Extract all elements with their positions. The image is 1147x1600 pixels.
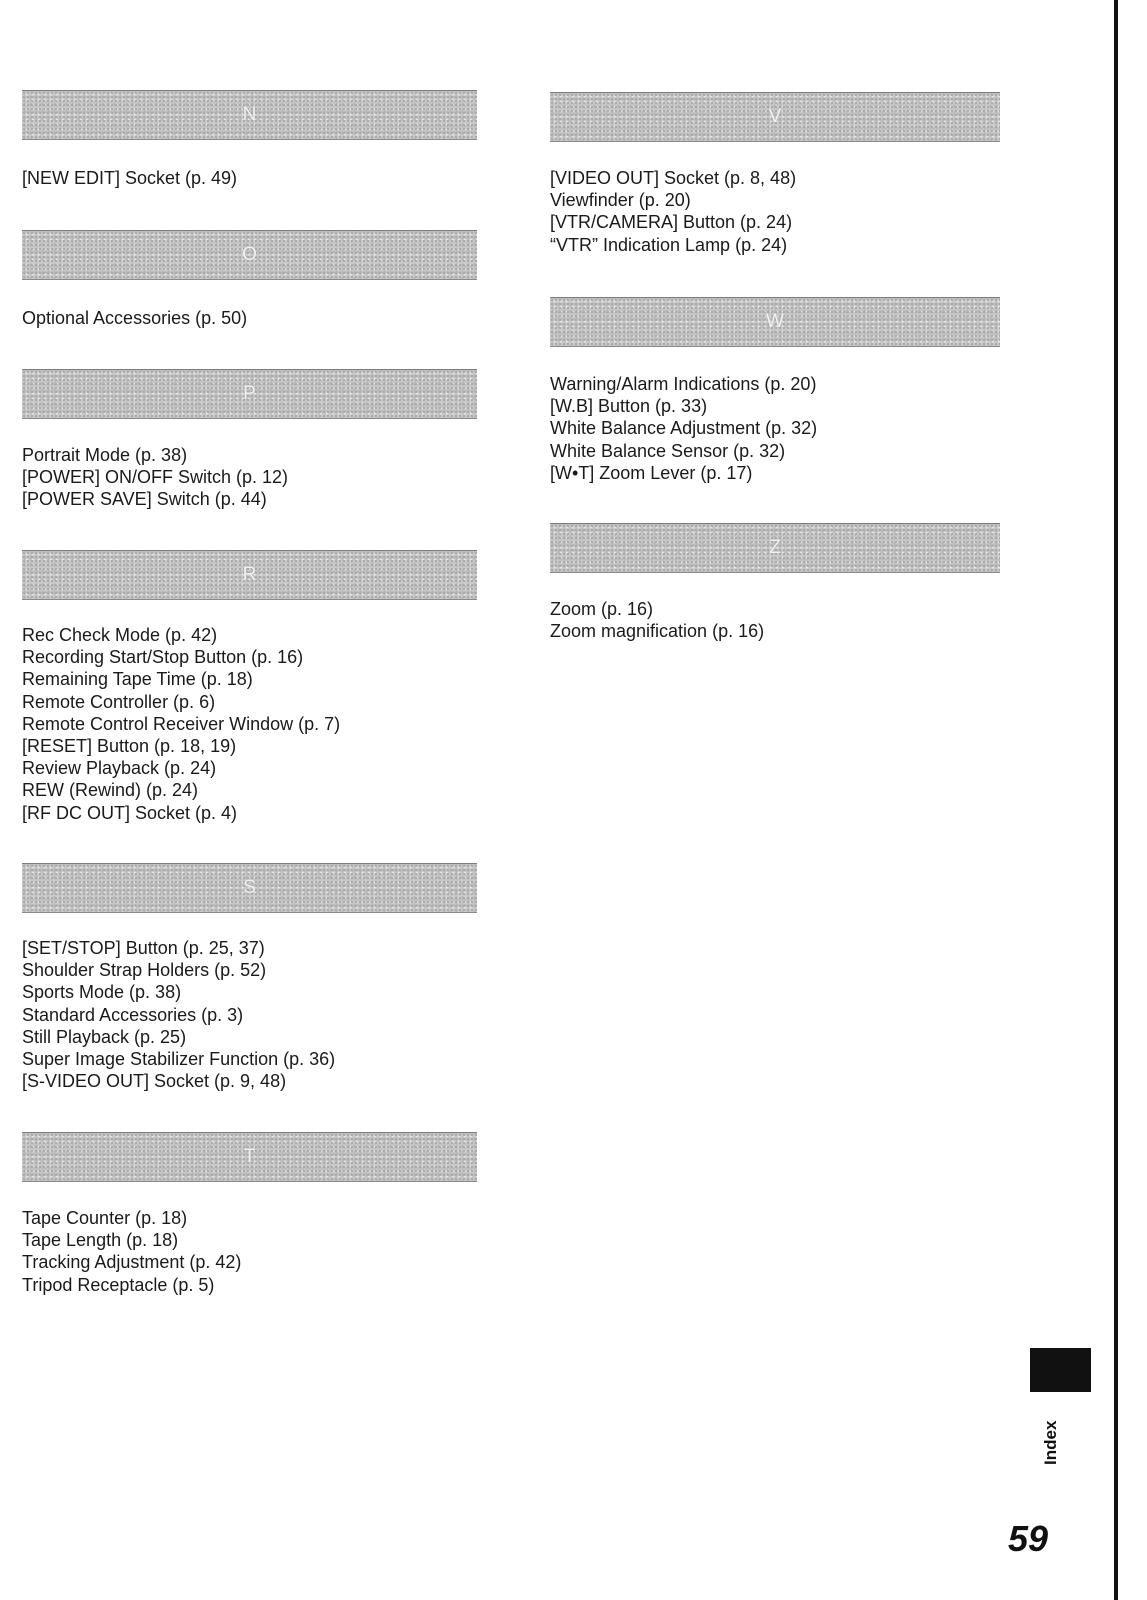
index-section-n	[22, 90, 477, 189]
entry-list	[550, 167, 1000, 256]
index-entry: Remote Controller (p. 6)	[22, 691, 216, 712]
index-entry: [POWER] ON/OFF Switch (p. 12)	[22, 467, 289, 488]
index-thumb-tab	[1030, 1348, 1091, 1392]
index-section-p	[22, 369, 477, 511]
section-header-bar	[22, 230, 477, 280]
section-header-bar	[22, 90, 477, 140]
section-header-bar	[550, 523, 1000, 573]
index-entry: Tape Counter (p. 18)	[22, 1208, 188, 1228]
index-entry: Super Image Stabilizer Function (p. 36)	[22, 1049, 336, 1070]
index-section-v	[550, 92, 1000, 256]
index-entry: Tripod Receptacle (p. 5)	[22, 1274, 215, 1295]
entry-list	[22, 624, 477, 824]
index-entry: Remote Control Receiver Window (p. 7)	[22, 713, 341, 734]
section-letter: R	[242, 564, 257, 585]
index-entry: Still Playback (p. 25)	[22, 1026, 187, 1047]
index-entry: Optional Accessories (p. 50)	[22, 308, 248, 328]
index-entry: Rec Check Mode (p. 42)	[22, 625, 218, 645]
section-letter: O	[242, 244, 257, 265]
index-entry: [VTR/CAMERA] Button (p. 24)	[550, 212, 793, 233]
section-letter: P	[243, 383, 256, 404]
index-entry: [SET/STOP] Button (p. 25, 37)	[22, 938, 265, 958]
index-entry: Zoom (p. 16)	[550, 599, 654, 619]
index-entry: [NEW EDIT] Socket (p. 49)	[22, 168, 238, 188]
index-entry: Viewfinder (p. 20)	[550, 190, 691, 211]
section-letter: S	[243, 877, 256, 898]
index-section-z	[550, 523, 1000, 642]
index-entry: [S-VIDEO OUT] Socket (p. 9, 48)	[22, 1071, 287, 1092]
section-letter: W	[766, 311, 784, 332]
index-entry: White Balance Sensor (p. 32)	[550, 440, 786, 461]
index-entry: Standard Accessories (p. 3)	[22, 1004, 244, 1025]
section-header-bar	[550, 297, 1000, 347]
entry-list	[550, 373, 1000, 484]
entry-list	[22, 1207, 477, 1296]
index-entry: [W.B] Button (p. 33)	[550, 396, 708, 417]
index-entry: Tracking Adjustment (p. 42)	[22, 1252, 242, 1273]
index-section-s	[22, 863, 477, 1092]
section-letter: N	[242, 104, 257, 125]
index-section-t	[22, 1132, 477, 1296]
index-entry: Remaining Tape Time (p. 18)	[22, 669, 253, 690]
index-section-w	[550, 297, 1000, 484]
page-number: 59	[1008, 1518, 1049, 1559]
index-section-o	[22, 230, 477, 329]
index-tab-label: Index	[1041, 1420, 1060, 1465]
index-entry: White Balance Adjustment (p. 32)	[550, 418, 818, 439]
entry-list	[550, 598, 1000, 642]
index-entry: Shoulder Strap Holders (p. 52)	[22, 960, 267, 981]
entry-list	[22, 444, 477, 511]
section-letter: T	[243, 1146, 256, 1167]
index-section-r	[22, 550, 477, 824]
index-entry: [W•T] Zoom Lever (p. 17)	[550, 462, 753, 483]
index-entry: Warning/Alarm Indications (p. 20)	[550, 374, 817, 394]
entry-list	[22, 167, 477, 189]
section-header-bar	[22, 550, 477, 600]
index-entry: Tape Length (p. 18)	[22, 1230, 179, 1251]
index-entry: [POWER SAVE] Switch (p. 44)	[22, 489, 267, 510]
index-entry: Portrait Mode (p. 38)	[22, 445, 188, 465]
entry-list	[22, 937, 477, 1092]
index-entry: Sports Mode (p. 38)	[22, 982, 182, 1003]
section-letter: V	[768, 106, 782, 127]
index-entry: [RF DC OUT] Socket (p. 4)	[22, 802, 238, 823]
index-entry: Review Playback (p. 24)	[22, 758, 217, 779]
index-entry: Recording Start/Stop Button (p. 16)	[22, 647, 304, 668]
index-entry: [RESET] Button (p. 18, 19)	[22, 736, 237, 757]
index-entry: REW (Rewind) (p. 24)	[22, 780, 199, 801]
entry-list	[22, 307, 477, 329]
index-entry: “VTR” Indication Lamp (p. 24)	[550, 234, 788, 255]
index-entry: [VIDEO OUT] Socket (p. 8, 48)	[550, 168, 797, 188]
section-header-bar	[22, 863, 477, 913]
section-header-bar	[22, 369, 477, 419]
section-header-bar	[550, 92, 1000, 142]
section-letter: Z	[769, 537, 781, 558]
page-edge-rule	[1114, 0, 1118, 1600]
index-entry: Zoom magnification (p. 16)	[550, 621, 765, 642]
section-header-bar	[22, 1132, 477, 1182]
